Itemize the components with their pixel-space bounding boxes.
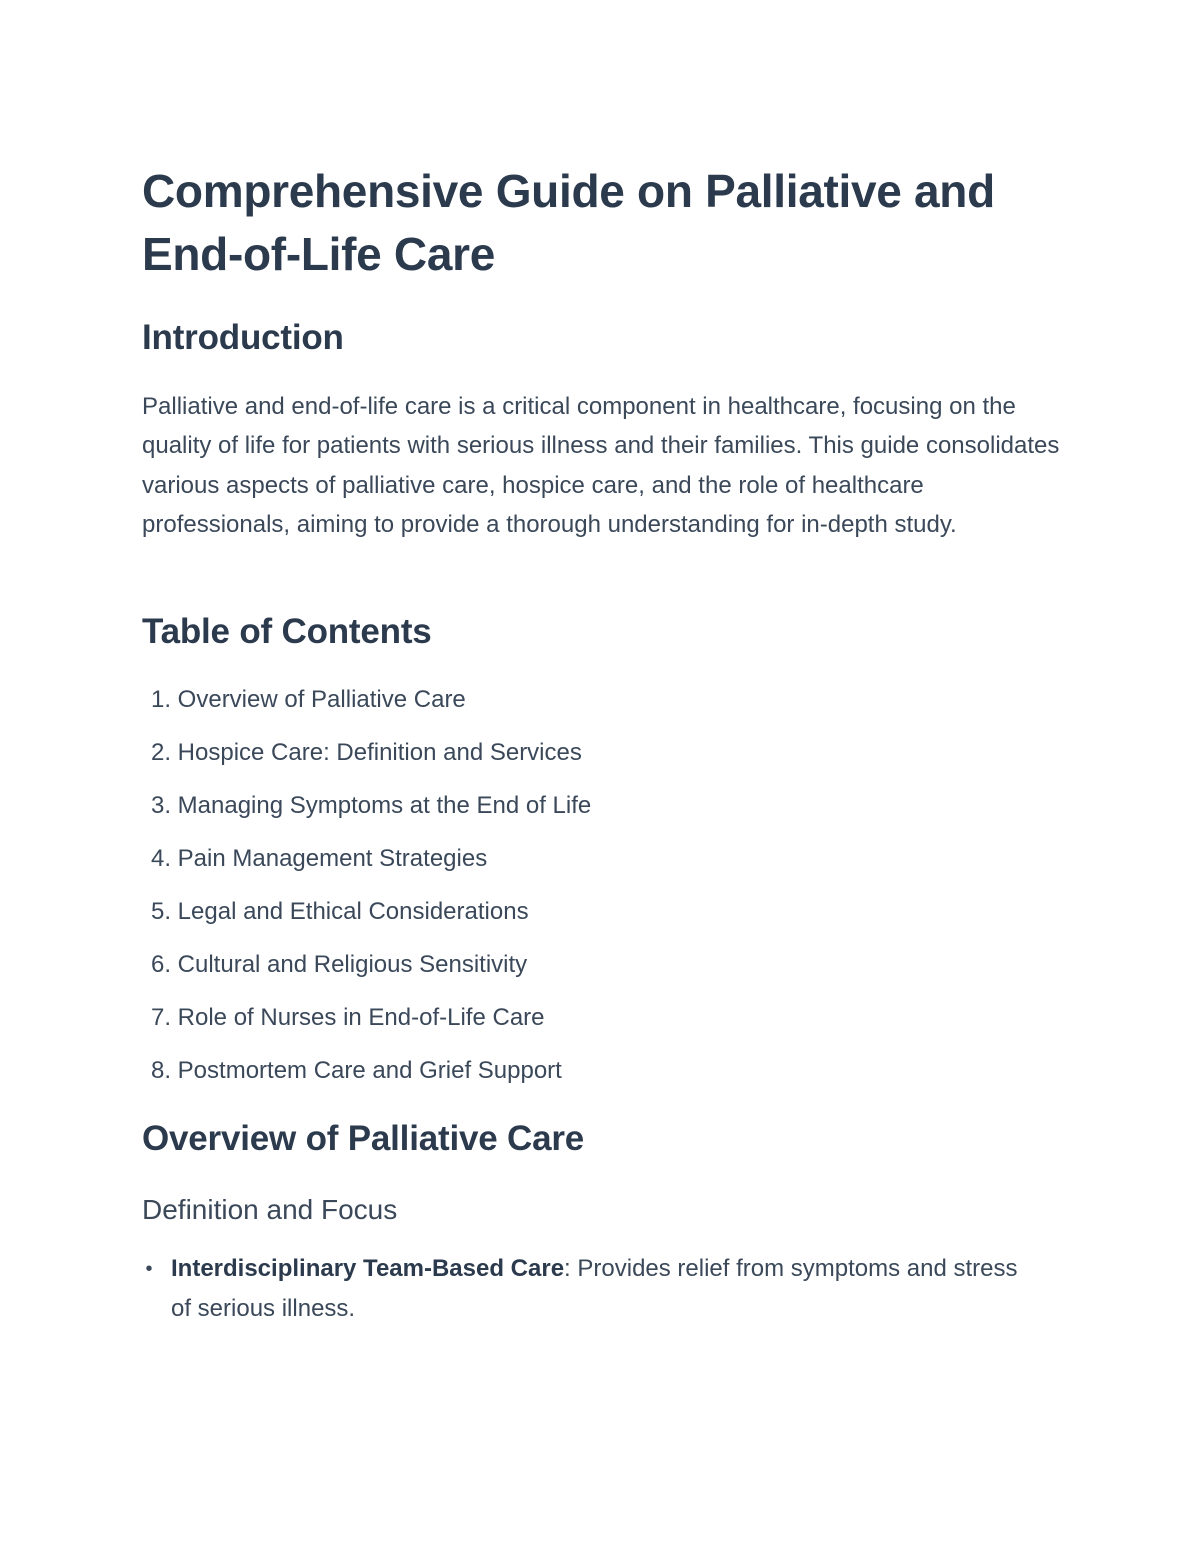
toc-item-number: 1. [150,686,171,713]
table-of-contents [142,680,591,1104]
toc-item-number: 8. [150,1057,171,1084]
toc-item-number: 6. [150,951,171,978]
bullet-term: Interdisciplinary Team-Based Care [171,1255,565,1282]
toc-item [142,786,591,839]
introduction-paragraph: Palliative and end-of-life care is a critical component in healthcare, focusing on the quality of life for patients with serious illness and their families. This guide consolidates various aspects of palliative care, hospice care, and the role of healthcare professionals, aiming to provide a thorough understanding for in-depth study. [142,393,1060,539]
toc-item [142,680,591,733]
toc-item-label: Postmortem Care and Grief Support [177,1057,562,1084]
toc-heading: Table of Contents [142,612,432,651]
introduction-heading: Introduction [142,318,344,357]
toc-item [142,839,591,892]
toc-item-label: Cultural and Religious Sensitivity [177,951,528,978]
overview-bullet-list [142,1249,1022,1329]
toc-item-number: 7. [150,1004,171,1031]
toc-item-label: Role of Nurses in End-of-Life Care [177,1004,545,1031]
toc-item-number: 3. [150,792,171,819]
toc-item-label: Overview of Palliative Care [177,686,466,713]
overview-heading: Overview of Palliative Care [142,1119,585,1158]
toc-item [142,998,591,1051]
toc-item [142,945,591,998]
toc-item-label: Pain Management Strategies [177,845,488,872]
list-item [142,1249,1022,1329]
bullet-text: : Provides relief from symptoms and stress of serious illness. [171,1255,1018,1322]
toc-item [142,892,591,945]
toc-item-label: Managing Symptoms at the End of Life [177,792,592,819]
toc-item-number: 2. [150,739,171,766]
toc-item-number: 4. [150,845,171,872]
bullet-icon: • [145,1258,153,1280]
toc-item [142,1051,591,1104]
toc-item-label: Legal and Ethical Considerations [177,898,529,925]
toc-item-number: 5. [150,898,171,925]
toc-item-label: Hospice Care: Definition and Services [177,739,582,766]
toc-item [142,733,591,786]
document-title: Comprehensive Guide on Palliative and End-of-Life Care [142,165,995,280]
definition-subheading: Definition and Focus [142,1194,398,1225]
